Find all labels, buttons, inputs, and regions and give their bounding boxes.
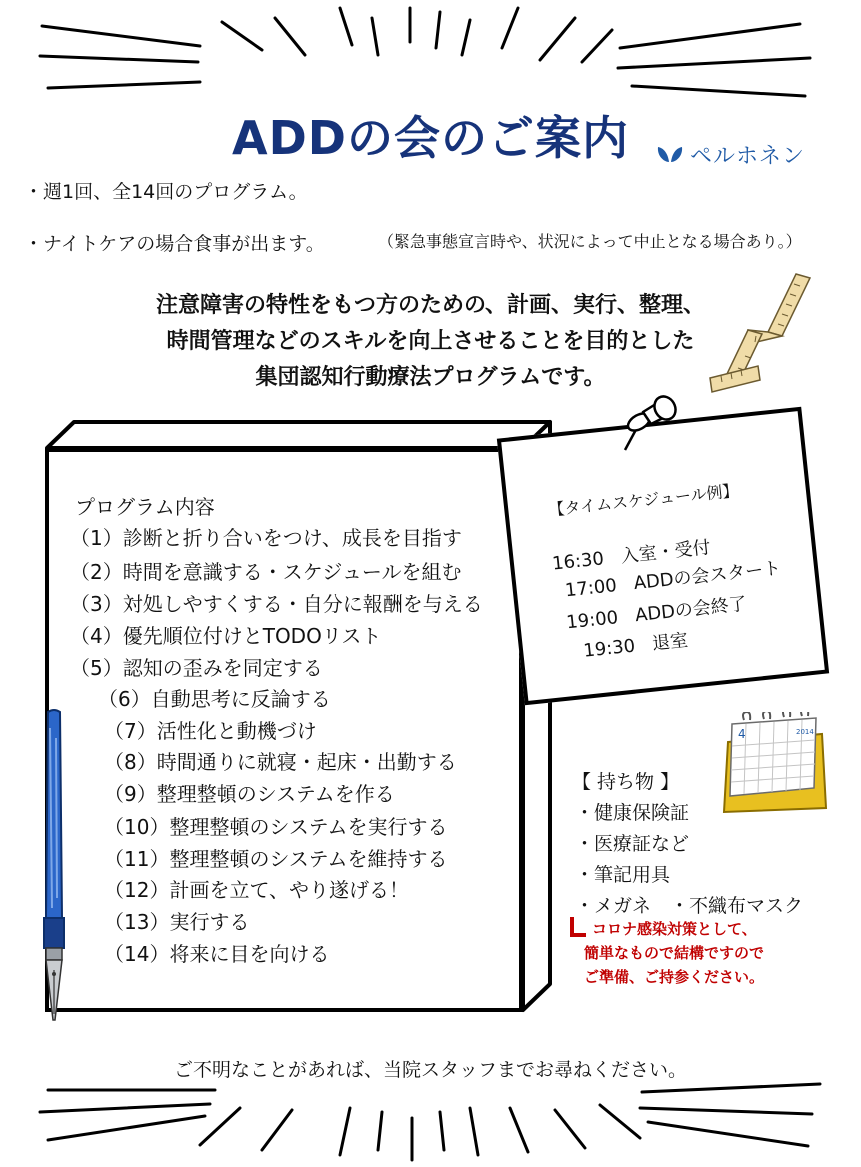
- belongings-item: ・メガネ ・不織布マスク: [575, 895, 804, 917]
- bullet-weekly: ・週1回、全14回のプログラム。: [24, 181, 308, 203]
- schedule-time: 19:30: [582, 635, 637, 662]
- corner-arrow-icon: [568, 915, 588, 939]
- program-item: （8）時間通りに就寝・起床・出勤する: [104, 750, 457, 774]
- program-item: （5）認知の歪みを同定する: [70, 656, 323, 680]
- bullet-note: （緊急事態宣言時や、状況によって中止となる場合あり。）: [378, 232, 802, 251]
- schedule-time: 16:30: [551, 548, 605, 575]
- fountain-pen-icon: [34, 708, 74, 1024]
- pushpin-icon: [615, 394, 681, 454]
- bullet-meal: ・ナイトケアの場合食事が出ます。: [24, 233, 325, 255]
- program-item: （12）計画を立て、やり遂げる！: [104, 878, 410, 902]
- program-item: （4）優先順位付けとTODOリスト: [70, 624, 382, 648]
- schedule-time: 17:00: [564, 575, 618, 602]
- belongings-note: ご準備、ご持参ください。: [584, 968, 765, 986]
- schedule-row: [582, 626, 689, 663]
- schedule-label: ADDの会終了: [634, 593, 748, 627]
- program-item: （7）活性化と動機づけ: [104, 719, 317, 743]
- belongings-note: コロナ感染対策として、: [592, 920, 757, 938]
- intro-line: 集団認知行動療法プログラムです。: [255, 365, 606, 390]
- belongings-title: 【 持ち物 】: [572, 771, 680, 793]
- program-title: プログラム内容: [75, 495, 215, 519]
- program-item: （1）診断と折り合いをつけ、成長を目指す: [70, 526, 462, 550]
- calendar-month: 4: [738, 727, 746, 741]
- calendar-icon: [716, 712, 834, 814]
- program-item: （11）整理整頓のシステムを維持する: [104, 847, 448, 871]
- schedule-title: 【タイムスケジュール例】: [547, 480, 740, 520]
- belongings-item: ・健康保険証: [575, 802, 690, 824]
- program-item: （14）将来に目を向ける: [104, 942, 330, 966]
- program-item: （3）対処しやすくする・自分に報酬を与える: [70, 592, 483, 616]
- program-item: （10）整理整頓のシステムを実行する: [104, 815, 448, 839]
- program-item: （6）自動思考に反論する: [98, 687, 331, 711]
- butterfly-icon: [656, 144, 684, 166]
- footer-text: ご不明なことがあれば、当院スタッフまでお尋ねください。: [173, 1059, 687, 1081]
- ruler-icon: [700, 270, 820, 396]
- belongings-note: 簡単なもので結構ですので: [584, 944, 765, 962]
- schedule-label: ADDの会スタート: [632, 557, 783, 595]
- intro-line: 注意障害の特性をもつ方のための、計画、実行、整理、: [155, 293, 706, 318]
- intro-line: 時間管理などのスキルを向上させることを目的とした: [166, 329, 695, 354]
- belongings-item: ・医療証など: [575, 833, 690, 855]
- brand-logo: [656, 139, 805, 170]
- schedule-time: 19:00: [565, 607, 620, 634]
- schedule-label: 入室・受付: [619, 537, 712, 568]
- logo-text: ペルホネン: [690, 144, 806, 169]
- program-item: （9）整理整頓のシステムを作る: [104, 782, 395, 806]
- belongings-item: ・筆記用具: [575, 864, 671, 886]
- calendar-year: 2014: [796, 728, 814, 736]
- page-title: ADDの会のご案内: [232, 111, 629, 165]
- program-item: （13）実行する: [104, 910, 250, 934]
- program-item: （2）時間を意識する・スケジュールを組む: [70, 560, 462, 584]
- schedule-label: 退室: [651, 629, 690, 655]
